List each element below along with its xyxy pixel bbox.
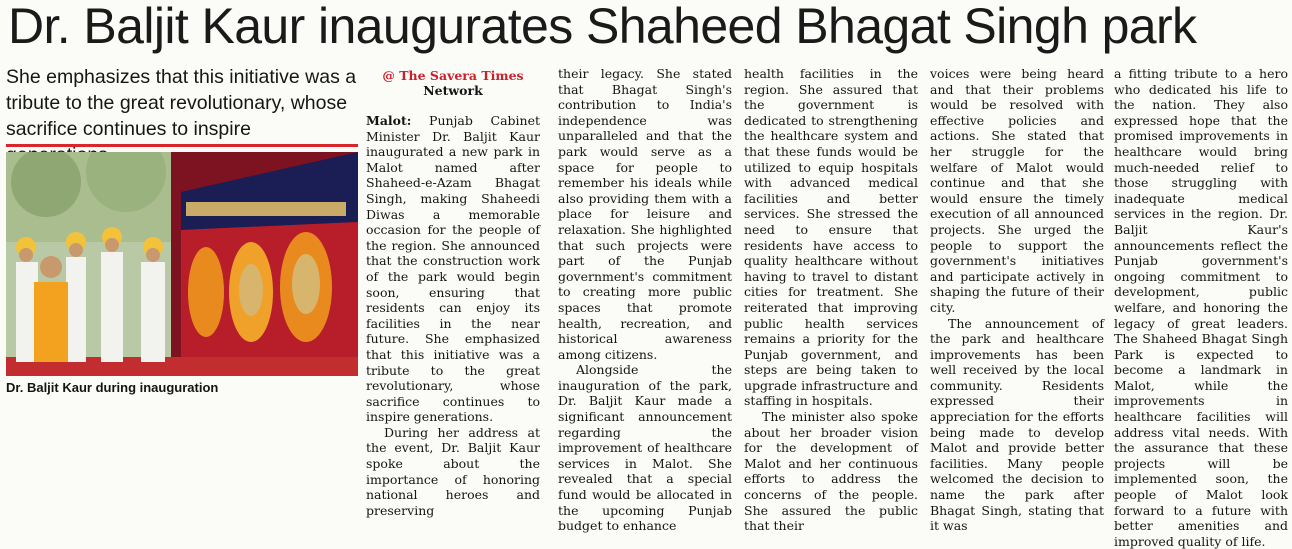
paragraph bbox=[366, 113, 540, 425]
red-divider bbox=[6, 144, 358, 147]
inauguration-photo bbox=[6, 152, 358, 376]
paragraph: health facilities in the region. She assured that the government is dedicated to strengthening the healthcare system and that these funds would be utilized to equip hospitals with advanced medical facilities and better services. She stressed the need to ensure that residents have access to quality healthcare without having to travel to distant cities for treatment. She reiterated that improving public health services remains a priority for the Punjab government, and steps are being taken to upgrade infrastructure and staffing in hospitals. bbox=[744, 66, 918, 409]
paragraph-text: Punjab Cabinet Minister Dr. Baljit Kaur inaugurated a new park in Malot named after Shaheed-e-Azam Bhagat Singh, making Shaheedi Diwas a memorable occasion for the people of the region. She announced that the construction work of the park would begin soon, ensuring that residents can enjoy its facilities in the near future. She emphasized that this initiative was a tribute to the great revolutionary, whose sacrifice continues to inspire generations. bbox=[366, 113, 540, 425]
byline-desk: Network bbox=[423, 83, 483, 98]
paragraph: The minister also spoke about her broader vision for the development of Malot and her continuous efforts to address the concerns of the people. She assured the public that their bbox=[744, 409, 918, 534]
paragraph: The announcement of the park and healthcare improvements has been well received by the local community. Residents expressed their appreciation for the efforts being made to develop Malot and provide better facilities. Many people welcomed the decision to name the park after Bhagat Singh, stating that it was bbox=[930, 315, 1104, 534]
article-column-1 bbox=[366, 68, 540, 518]
dateline: Malot: bbox=[366, 113, 412, 128]
paragraph: their legacy. She stated that Bhagat Singh's contribution to India's independence was unparalleled and that the park would serve as a space for people to remember his ideals while also providing them with a place for leisure and relaxation. She highlighted that such projects were part of the Punjab government's commitment to creating more public spaces that promote health, recreation, and historical awareness among citizens. bbox=[558, 66, 732, 362]
paragraph: voices were being heard and that their problems would be resolved with effective policies and actions. She stated that her struggle for the welfare of Malot would continue and that she would ensure the timely execution of all announced projects. She urged the people to support the government's initiatives and participate actively in shaping the future of their city. bbox=[930, 66, 1104, 315]
article-column-3 bbox=[744, 66, 918, 534]
headline: Dr. Baljit Kaur inaugurates Shaheed Bhagat Singh park bbox=[8, 0, 1197, 54]
article-column-4 bbox=[930, 66, 1104, 534]
byline-source: @ The Savera Times bbox=[382, 68, 524, 83]
paragraph: Alongside the inauguration of the park, Dr. Baljit Kaur made a significant announcement regarding the improvement of healthcare services in Malot. She revealed that a special fund would be allocated in the upcoming Punjab budget to enhance bbox=[558, 362, 732, 534]
photo-caption: Dr. Baljit Kaur during inauguration bbox=[6, 380, 219, 395]
paragraph: a fitting tribute to a hero who dedicated his life to the nation. They also expressed hope that the promised improvements in healthcare would bring much-needed relief to those struggling with inadequate medical services in the region. Dr. Baljit Kaur's announcements reflect the Punjab government's ongoing commitment to development, public welfare, and honoring the legacy of great leaders. The Shaheed Bhagat Singh Park is expected to become a landmark in Malot, while the improvements in healthcare facilities will address vital needs. With the assurance that these projects will be implemented soon, the people of Malot look forward to a future with better amenities and improved quality of life. bbox=[1114, 66, 1288, 549]
article-column-5 bbox=[1114, 66, 1288, 549]
article-column-2 bbox=[558, 66, 732, 534]
subheadline: She emphasizes that this initiative was a tribute to the great revolutionary, whose sacrifice continues to inspire bbox=[6, 66, 357, 140]
paragraph: During her address at the event, Dr. Baljit Kaur spoke about the importance of honoring national heroes and preserving bbox=[366, 424, 540, 518]
